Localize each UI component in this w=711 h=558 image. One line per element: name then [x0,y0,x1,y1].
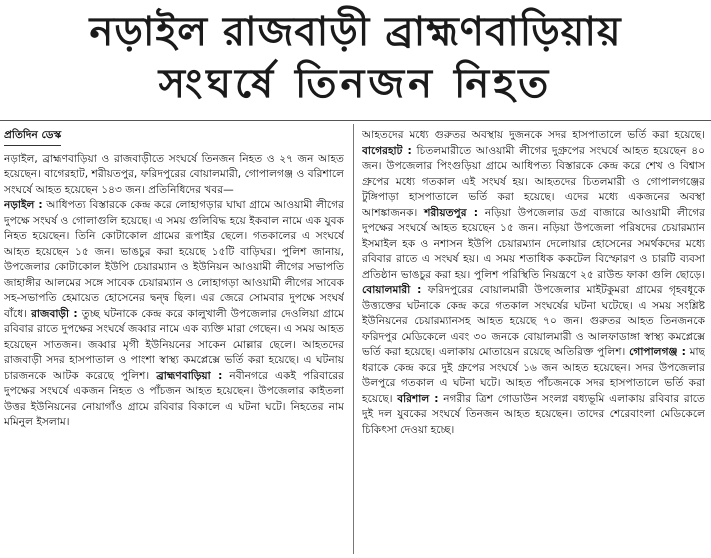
section-label-bagerhat: বাগেরহাট : [362,144,412,157]
article-column-1 [4,128,344,554]
section-label-shariatpur: শরীয়তপুর : [424,206,478,219]
section-label-gopalganj: গোপালগঞ্জ : [629,346,686,358]
section-text-brahmanbaria: নবীনগরে একই পরিবারের দুপক্ষের সংঘর্ষে একজন নিহত ও পাঁচজন আহত হয়েছেন। উপজেলার কাইতলা উত্তর ইউনিয়নের নোয়াগাঁও গ্রামে রবিবার বিকালে এ ঘটনা ঘটে। নিহতের নাম মমিনুল ইসলাম। [4,369,344,428]
article-intro [4,152,344,199]
section-text-shariatpur: নড়িয়া উপজেলার ডগ্র বাজারে আওয়ামী লীগের দুপক্ষের সংঘর্ষে আহত হয়েছেন ১৫ জন। নড়িয়া উপজেলা পরিষদের চেয়ারম্যান ইসমাইল হক ও নশাসন ইউপি চেয়ারম্যান দেলোয়ার হোসেনের সমর্থকদের মধ্যে রবিবার রাতে এ সংঘর্ষ হয়। এ সময় শতাধিক ককটেল বিস্ফোরণ ও চারটি ব্যবসা প্রতিষ্ঠান ভাঙচুর করা হয়। পুলিশ পরিস্থিতি নিয়ন্ত্রণে ২৫ রাউন্ড ফাকা গুলি ছোড়ে। [362,206,705,281]
section-text-narail: আধিপত্য বিস্তারকে কেন্দ্র করে লোহাগড়ার ঘাঘা গ্রামে আওয়ামী লীগের দুপক্ষে সংঘর্ষ ও গোলাগুলি হয়েছে। এ সময় গুলিবিদ্ধ হয়ে ইকবাল নামে এক যুবক নিহত হয়েছেন। তিনি কোটাকোল গ্রামের রূপাইর ছেলে। গতকালের এ সংঘর্ষে আহত হয়েছেন ১৫ জন। ভাঙচুর করা হয়েছে ১৫টি বাড়িঘর। পুলিশ জানায়, উপজেলার কোটাকোল ইউপি চেয়ারম্যান ও ইউনিয়ন আওয়ামী লীগের সভাপতি জাহাঙ্গীর আলমের সঙ্গে সাবেক চেয়ারম্যান ও লোহাগড়া আওয়ামী লীগের সাবেক সহ-সভাপতি হেমায়েত হোসেনের দ্বন্দ্ব ছিল। এর জেরে সোমবার দুপক্ষে সংঘর্ষ বাঁধে। [4,199,344,320]
headline-line-1: নড়াইল রাজবাড়ী ব্রাহ্মণবাড়িয়ায় [89,9,622,55]
section-text-barishal: নগরীর ত্রিশ গোডাউন সংলগ্ন বধ্যভূমি এলাকায় রবিবার রাতে দুই দল যুবকের সংঘর্ষে তিনজন আহত হয়েছেন। তাদের শেরেবাংলা মেডিকেলে চিকিৎসা দেওয়া হচ্ছে। [362,392,705,436]
section-text-gopalganj: মাছ ধরাকে কেন্দ্র করে দুই গ্রুপের সংঘর্ষে ১৬ জন আহত হয়েছেন। সদর উপজেলার উলপুরে গতকাল এ ঘটনা ঘটে। আহত পাঁচজনকে সদর হাসপাতালে ভর্তি করা হয়েছে। [362,346,705,405]
intro-text: নড়াইল, ব্রাহ্মণবাড়িয়া ও রাজবাড়ীতে সংঘর্ষে তিনজন নিহত ও ২৭ জন আহত হয়েছেন। বাগেরহাট, শরীয়তপুর, ফরিদপুরের বোয়ালমারী, গোপালগঞ্জ ও বরিশালে সংঘর্ষে আহত হয়েছেন ১৪৩ জন। প্রতিনিধিদের খবর— [4,152,344,196]
section-label-boalmari: বোয়ালমারী : [362,284,422,296]
column-divider [353,124,354,554]
headline [0,0,711,118]
section-continued [362,128,705,438]
section-label-brahmanbaria: ব্রাহ্মণবাড়িয়া : [156,369,223,382]
section-label-rajbari: রাজবাড়ী : [31,307,78,320]
headline-line-2: সংঘর্ষে তিনজন নিহত [158,61,553,107]
section-text-boalmari: ফরিদপুরের বোয়ালমারী উপজেলার মাইটকুমরা গ্রামের গৃহবধূকে উত্ত্যক্তের ঘটনাকে কেন্দ্র করে গতকাল সংঘর্ষের ঘটনা ঘটেছে। এ সময় সংশ্লিষ্ট ইউনিয়নের চেয়ারম্যানসহ আহত হয়েছে ৭০ জন। গুরুতর আহত তিনজনকে ফরিদপুর মেডিকেলে এবং ৩০ জনকে বোয়ালমারী ও আলফাডাঙ্গা স্বাস্থ্য কমপ্লেক্সে ভর্তি করা হয়েছে। এলাকায় মোতায়েন রয়েছে অতিরিক্ত পুলিশ। [362,284,705,358]
section-label-barishal: বরিশাল : [397,392,439,405]
byline: প্রতিদিন ডেস্ক [4,128,61,146]
continued-text: আহতদের মধ্যে গুরুতর অবস্থায় দুজনকে সদর হাসপাতালে ভর্তি করা হয়েছে। [362,129,705,141]
section-text-bagerhat: চিতলমারীতে আওয়ামী লীগের দুগ্রুপের সংঘর্ষে আহত হয়েছেন ৪০ জন। উপজেলার পিংগুড়িয়া গ্রামে আধিপত্য বিস্তারকে কেন্দ্র করে শেখ ও বিশ্বাস গ্রুপের মধ্যে গতকাল এই সংঘর্ষ হয়। আহতদের চিতলমারী ও গোপালগঞ্জের টুঙ্গিপাড়া হাসপাতালে ভর্তি করা হয়েছে। এদের মধ্যে একজনের অবস্থা আশঙ্কাজনক। [362,144,705,219]
section-narail [4,198,344,431]
headline-divider [0,120,711,121]
article-column-2 [362,128,705,554]
section-text-rajbari: তুচ্ছ ঘটনাকে কেন্দ্র করে কালুখালী উপজেলার দেওলিয়া গ্রামে রবিবার রাতে দুপক্ষের সংঘর্ষে জব্বার নামে এক ব্যক্তি মারা গেছেন। এ সময় আহত হয়েছেন সাতজন। জব্বার মৃগী ইউনিয়নের সাকেন মোল্লার ছেলে। আহতদের রাজবাড়ী সদর হাসপাতাল ও পাংশা স্বাস্থ্য কমপ্লেক্সে ভর্তি করা হয়েছে। এ ঘটনায় চারজনকে আটক করেছে পুলিশ। [4,307,344,382]
section-label-narail: নড়াইল : [4,199,43,211]
